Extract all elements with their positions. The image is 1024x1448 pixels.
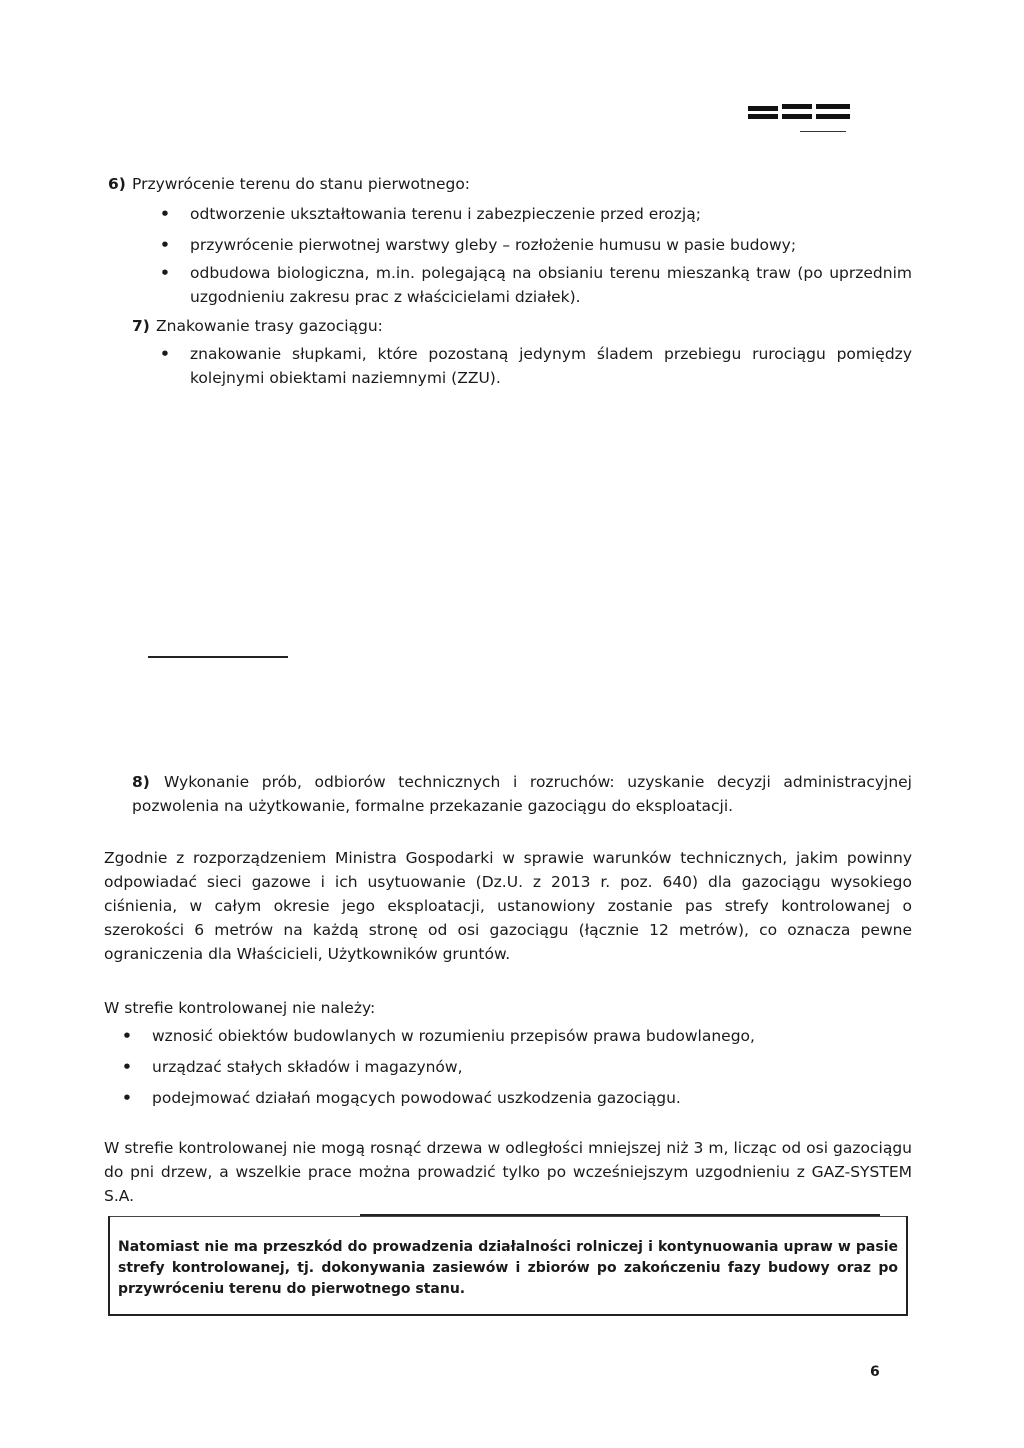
logo-stripe — [748, 106, 778, 111]
prohibited-intro: W strefie kontrolowanej nie należy: — [104, 999, 376, 1017]
list-item — [122, 1024, 892, 1048]
bullet-icon: • — [122, 1089, 132, 1107]
separator-line — [148, 656, 288, 658]
section-number: 8) — [132, 773, 150, 791]
notice-box-top-border — [360, 1214, 880, 1216]
section-title: Znakowanie trasy gazociągu: — [156, 317, 383, 335]
list-item-text: urządzać stałych składów i magazynów, — [152, 1058, 463, 1076]
list-item-text: odtworzenie ukształtowania terenu i zabezpieczenie przed erozją; — [190, 205, 701, 223]
bullet-icon: • — [160, 236, 170, 254]
bullet-icon: • — [122, 1058, 132, 1076]
list-item — [122, 1055, 892, 1079]
trees-paragraph: W strefie kontrolowanej nie mogą rosnąć drzewa w odległości mniejszej niż 3 m, licząc od osi gazociągu do pni drzew, a wszelkie prace można prowadzić tylko po wcześniejszym uzgodnieniu z GAZ-SYSTEM S.A. — [104, 1139, 912, 1205]
company-logo — [748, 104, 850, 132]
regulation-paragraph: Zgodnie z rozporządzeniem Ministra Gospodarki w sprawie warunków technicznych, jakim powinny odpowiadać sieci gazowe i ich usytuowanie (Dz.U. z 2013 r. poz. 640) dla gazociągu wysokiego ciśnienia, w całym okresie jego eksploatacji, ustanowiony zostanie pas strefy kontrolowanej o szerokości 6 metrów na każdą stronę od osi gazociągu (łącznie 12 metrów), co oznacza pewne ograniczenia dla Właścicieli, Użytkowników gruntów. — [104, 849, 912, 963]
list-item — [160, 342, 912, 390]
logo-stripe — [782, 114, 812, 119]
list-item — [160, 233, 890, 257]
list-item-text: przywrócenie pierwotnej warstwy gleby – rozłożenie humusu w pasie budowy; — [190, 236, 797, 254]
list-item-text: odbudowa biologiczna, m.in. polegającą na obsianiu terenu mieszanką traw (po uprzednim uzgodnieniu zakresu prac z właścicielami działek). — [190, 264, 912, 306]
list-item — [160, 261, 912, 309]
list-item — [160, 202, 890, 226]
list-item — [122, 1086, 892, 1110]
section-8-text: Wykonanie prób, odbiorów technicznych i rozruchów: uzyskanie decyzji administracyjnej pozwolenia na użytkowanie, formalne przekazanie gazociągu do eksploatacji. — [132, 773, 912, 815]
list-item-text: wznosić obiektów budowlanych w rozumieniu przepisów prawa budowlanego, — [152, 1027, 755, 1045]
section-number: 6) — [108, 175, 126, 193]
notice-box-top-border — [110, 1216, 906, 1217]
section-8 — [132, 770, 912, 818]
logo-stripe — [748, 114, 778, 119]
bullet-icon: • — [122, 1027, 132, 1045]
section-7-heading — [132, 316, 383, 336]
bullet-icon: • — [160, 205, 170, 223]
logo-stripe — [816, 104, 850, 109]
list-item-text: znakowanie słupkami, które pozostaną jedynym śladem przebiegu rurociągu pomiędzy kolejnymi obiektami naziemnymi (ZZU). — [190, 345, 912, 387]
logo-underline — [800, 131, 846, 132]
page-number: 6 — [870, 1364, 880, 1380]
section-title: Przywrócenie terenu do stanu pierwotnego: — [132, 175, 471, 193]
section-number: 7) — [132, 317, 150, 335]
list-item-text: podejmować działań mogących powodować uszkodzenia gazociągu. — [152, 1089, 681, 1107]
bullet-icon: • — [160, 345, 170, 363]
bullet-icon: • — [160, 264, 170, 282]
logo-stripe — [782, 104, 812, 109]
logo-stripe — [816, 114, 850, 119]
section-6-heading — [108, 174, 470, 194]
notice-text: Natomiast nie ma przeszkód do prowadzenia działalności rolniczej i kontynuowania upraw w pasie strefy kontrolowanej, tj. dokonywania zasiewów i zbiorów po zakończeniu fazy budowy oraz po przywróceniu terenu do pierwotnego stanu. — [118, 1239, 898, 1297]
